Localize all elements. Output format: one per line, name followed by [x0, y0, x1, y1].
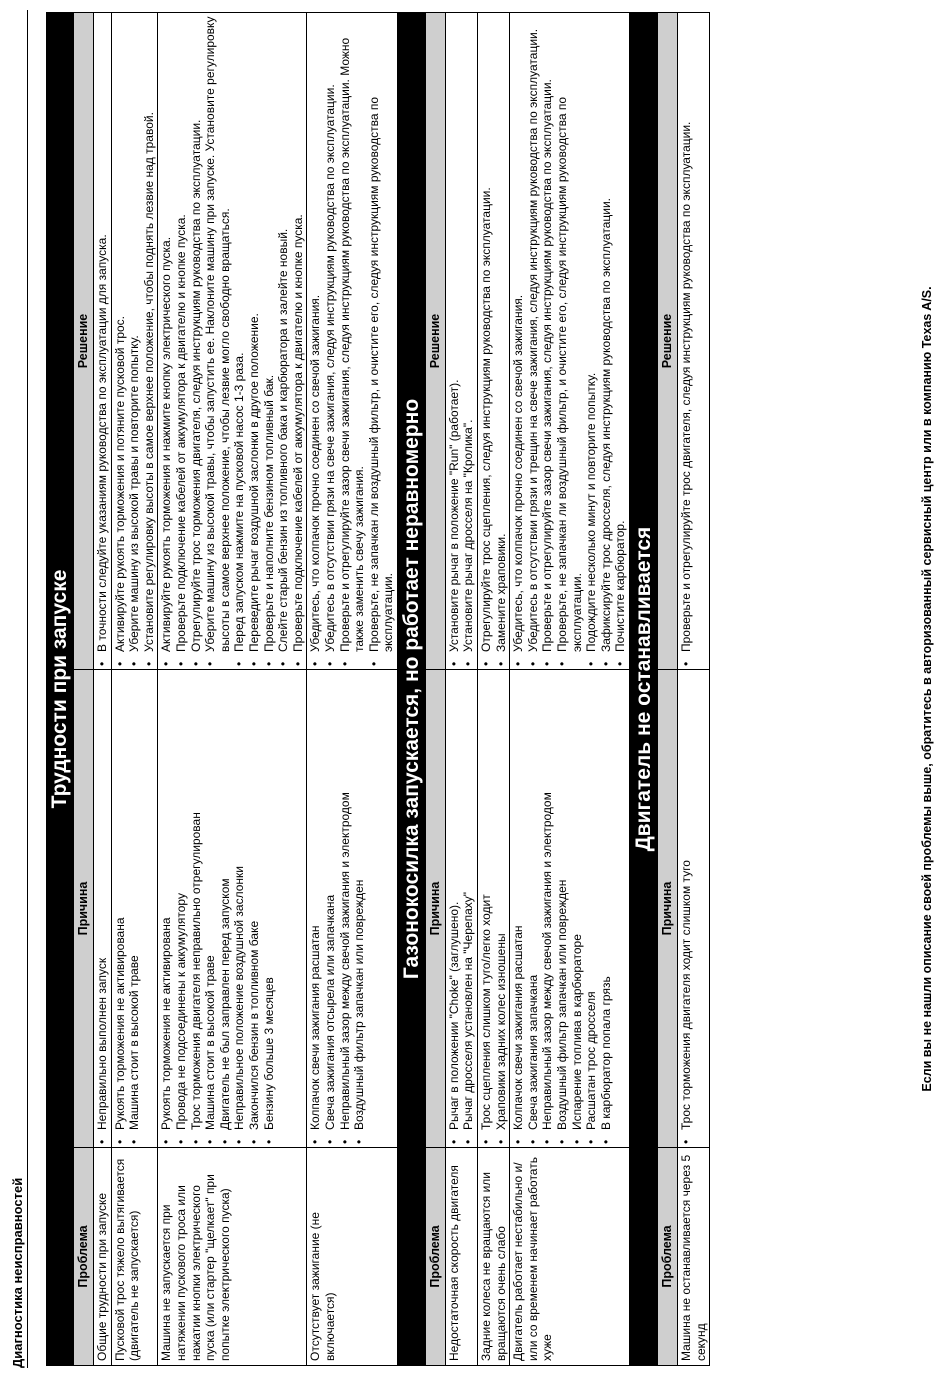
cause-group	[510, 670, 614, 1147]
bullet-icon: •	[127, 1139, 142, 1144]
cause-text: Рычаг в положении "Choke" (заглушено).	[446, 901, 461, 1130]
cause-text: В карбюратор попала грязь	[598, 976, 613, 1130]
bullet-icon: •	[598, 661, 613, 666]
cause-item	[189, 670, 204, 1147]
solution-cell	[510, 13, 630, 670]
cause-text: Воздушный фильтр запачкан или поврежден	[352, 879, 367, 1130]
solution-item	[203, 13, 232, 669]
cause-item	[570, 670, 585, 1147]
bullet-icon: •	[679, 1139, 693, 1144]
cause-text: Двигатель не был заправлен перед запуском	[217, 878, 232, 1130]
cause-text: Колпачок свечи зажигания расшатан	[511, 925, 526, 1130]
bullet-icon: •	[479, 661, 494, 666]
bullet-icon: •	[308, 661, 323, 666]
cause-item	[308, 670, 323, 1147]
header-rule	[27, 10, 28, 1368]
cause-text: Храповики задних колес изношены	[493, 933, 508, 1130]
cause-item	[203, 670, 218, 1147]
bullet-icon: •	[493, 1139, 508, 1144]
solution-text: Установите рычаг в положение "Run" (работает).	[446, 379, 461, 652]
solution-text: Перед запуском нажмите на пусковой насос 1-3 раза.	[232, 352, 247, 652]
problem-cell: Недостаточная скорость двигателя	[445, 1148, 477, 1366]
solution-group	[307, 13, 397, 669]
bullet-icon: •	[127, 661, 142, 666]
cause-cell	[678, 670, 710, 1148]
solution-item	[276, 13, 291, 669]
cause-text: Машина стоит в высокой траве	[203, 955, 218, 1130]
cause-item	[511, 670, 526, 1147]
solution-group	[158, 13, 306, 669]
bullet-icon: •	[232, 1139, 247, 1144]
problem-cell: Общие трудности при запуске	[94, 1148, 112, 1366]
header-row	[658, 13, 678, 1366]
solution-text: Убедитесь в отсутствии грязи и трещин на свече зажигания, следуя инструкциям руководства по эксплуатации.	[525, 28, 540, 652]
cause-item	[555, 670, 570, 1147]
cause-text: Машина стоит в высокой траве	[127, 955, 142, 1130]
trouble-table	[657, 12, 710, 1366]
solution-item	[599, 13, 614, 669]
section-title: Газонокосилка запускается, но работает неравномерно	[398, 12, 425, 1366]
cause-item	[599, 670, 614, 1147]
solution-item	[479, 13, 494, 669]
cause-item	[247, 670, 262, 1147]
cause-group	[307, 670, 367, 1147]
solution-item	[308, 13, 323, 669]
solution-item	[338, 13, 367, 669]
solution-group	[446, 13, 477, 669]
bullet-icon: •	[511, 1139, 526, 1144]
cause-text: Неправильное положение воздушной заслонки	[232, 866, 247, 1130]
cause-cell	[94, 670, 112, 1148]
solution-item	[679, 13, 694, 669]
cause-item	[540, 670, 555, 1147]
table-row	[445, 13, 477, 1366]
bullet-icon: •	[290, 661, 305, 666]
cause-item	[218, 670, 233, 1147]
solution-text: Уберите машину из высокой травы и повторите попытку.	[127, 335, 142, 652]
solution-text: Уберите машину из высокой травы, чтобы запустить ее. Наклоните машину при запуске. Установите регулировку высоты в самое верхнее положение, чтобы лезвие могло свободно вращаться.	[203, 16, 232, 652]
cause-item	[95, 670, 110, 1147]
cause-text: Трос сцепления слишком туго/легко ходит	[479, 894, 494, 1130]
bullet-icon: •	[188, 1139, 203, 1144]
solution-text: Установите рычаг дросселя на "Кролика".	[461, 419, 476, 652]
cause-group	[158, 670, 277, 1147]
solution-item	[291, 13, 306, 669]
header-row	[425, 13, 445, 1366]
cause-group	[94, 670, 111, 1147]
cause-item	[447, 670, 462, 1147]
bullet-icon: •	[337, 661, 352, 666]
solution-item	[247, 13, 262, 669]
cause-header: Причина	[74, 670, 94, 1148]
problem-cell: Отсутствует зажигание (не включается)	[307, 1148, 398, 1366]
solution-item	[613, 13, 628, 669]
bullet-icon: •	[613, 661, 628, 666]
cause-text: Расшатан трос дросселя	[584, 991, 599, 1130]
bullet-icon: •	[598, 1139, 613, 1144]
bullet-icon: •	[569, 1139, 584, 1144]
solution-group	[678, 13, 695, 669]
header-row	[74, 13, 94, 1366]
cause-text: Воздушный фильтр запачкан или поврежден	[555, 879, 570, 1130]
bullet-icon: •	[112, 1139, 127, 1144]
solution-text: Проверьте, не запачкан ли воздушный фильтр, и очистите его, следуя инструкциям руководства по эксплуатации.	[555, 96, 584, 652]
cause-item	[479, 670, 494, 1147]
solution-item	[174, 13, 189, 669]
bullet-icon: •	[584, 661, 599, 666]
bullet-icon: •	[159, 661, 174, 666]
solution-text: Установите регулировку высоты в самое верхнее положение, чтобы поднять лезвие над травой.	[141, 112, 156, 652]
cause-text: Неправильно выполнен запуск	[95, 957, 109, 1130]
solution-item	[262, 13, 277, 669]
problem-cell: Пусковой трос тяжело вытягивается (двигатель не запускается)	[111, 1148, 158, 1366]
problem-header: Проблема	[425, 1148, 445, 1366]
cause-item	[679, 670, 694, 1147]
solution-cell	[678, 13, 710, 670]
solution-text: Активируйте рукоять торможения и нажмите кнопку электрического пуска.	[159, 236, 174, 652]
cause-text: Бензину больше 3 месяцев	[261, 977, 276, 1130]
cause-item	[232, 670, 247, 1147]
solution-text: Зафиксируйте трос дросселя, следуя инструкциям руководства по эксплуатации.	[598, 198, 613, 652]
solution-text: Проверьте, не запачкан ли воздушный фильтр, и очистите его, следуя инструкциям руководства по эксплуатации.	[366, 96, 396, 652]
solution-header: Решение	[658, 13, 678, 670]
solution-item	[584, 13, 599, 669]
cause-item	[526, 670, 541, 1147]
solution-text: Проверьте подключение кабелей от аккумулятора к двигателю и кнопке пуска.	[290, 214, 305, 652]
bullet-icon: •	[322, 661, 337, 666]
solution-cell	[94, 13, 112, 670]
bullet-icon: •	[322, 1139, 337, 1144]
solution-header: Решение	[425, 13, 445, 670]
cause-item	[174, 670, 189, 1147]
bullet-icon: •	[493, 661, 508, 666]
bullet-icon: •	[540, 1139, 555, 1144]
solution-item	[113, 13, 128, 669]
cause-item	[113, 670, 128, 1147]
solution-text: Проверьте и отрегулируйте трос двигателя, следуя инструкциям руководства по эксплуатации.	[679, 121, 693, 652]
table-row	[510, 13, 630, 1366]
bullet-icon: •	[511, 661, 526, 666]
bullet-icon: •	[525, 1139, 540, 1144]
trouble-table	[425, 12, 630, 1366]
solution-group	[94, 13, 111, 669]
cause-cell	[445, 670, 477, 1148]
section-title: Двигатель не останавливается	[630, 12, 657, 1366]
cause-item	[262, 670, 277, 1147]
bullet-icon: •	[203, 1139, 218, 1144]
solution-text: Проверьте и наполните бензином топливный бак.	[261, 374, 276, 652]
cause-cell	[510, 670, 630, 1148]
bullet-icon: •	[461, 661, 476, 666]
solution-text: Активируйте рукоять торможения и потяните пусковой трос.	[112, 315, 127, 652]
cause-group	[678, 670, 695, 1147]
bullet-icon: •	[173, 661, 188, 666]
solution-group	[510, 13, 629, 669]
bullet-icon: •	[188, 661, 203, 666]
solution-text: Убедитесь, что колпачок прочно соединен со свечой зажигания.	[308, 294, 323, 652]
section-title: Трудности при запуске	[46, 12, 73, 1366]
bullet-icon: •	[112, 661, 127, 666]
bullet-icon: •	[555, 661, 570, 666]
solution-header: Решение	[74, 13, 94, 670]
solution-item	[127, 13, 142, 669]
footnote: Если вы не нашли описание своей проблемы выше, обратитесь в авторизованный сервисный центр или в компанию Texas A/S.	[920, 286, 934, 1092]
bullet-icon: •	[352, 1139, 367, 1144]
solution-group	[478, 13, 509, 669]
solution-item	[555, 13, 584, 669]
bullet-icon: •	[232, 661, 247, 666]
bullet-icon: •	[479, 1139, 494, 1144]
solution-item	[189, 13, 204, 669]
solution-item	[159, 13, 174, 669]
bullet-icon: •	[337, 1139, 352, 1144]
bullet-icon: •	[584, 1139, 599, 1144]
solution-text: Отрегулируйте трос сцепления, следуя инструкциям руководства по эксплуатации.	[479, 187, 494, 652]
cause-item	[584, 670, 599, 1147]
cause-text: Свеча зажигания запачкана	[525, 974, 540, 1130]
solution-item	[232, 13, 247, 669]
bullet-icon: •	[679, 661, 693, 666]
solution-text: В точности следуйте указаниям руководства по эксплуатации для запуска.	[95, 234, 109, 652]
cause-item	[461, 670, 476, 1147]
solution-item	[367, 13, 396, 669]
table-row	[307, 13, 398, 1366]
table-row	[111, 13, 158, 1366]
bullet-icon: •	[261, 661, 276, 666]
solution-text: Убедитесь, что колпачок прочно соединен со свечой зажигания.	[511, 294, 526, 652]
bullet-icon: •	[246, 661, 261, 666]
cause-text: Рукоять торможения не активирована	[112, 917, 127, 1130]
cause-group	[478, 670, 509, 1147]
cause-cell	[478, 670, 510, 1148]
cause-item	[159, 670, 174, 1147]
problem-cell: Машина не запускается при натяжении пускового троса или нажатии кнопки электрического пуска (или стартер "щелкает" при попытке электрического пуска)	[158, 1148, 307, 1366]
cause-text: Рукоять торможения не активирована	[159, 917, 174, 1130]
bullet-icon: •	[366, 661, 381, 666]
table-row	[478, 13, 510, 1366]
table-row	[158, 13, 307, 1366]
problem-cell: Задние колеса не вращаются или вращаются очень слабо	[478, 1148, 510, 1366]
solution-group	[112, 13, 158, 669]
solution-text: Почистите карбюратор.	[613, 520, 628, 652]
solution-cell	[445, 13, 477, 670]
solution-text: Переведите рычаг воздушной заслонки в другое положение.	[246, 313, 261, 652]
solution-item	[95, 13, 110, 669]
solution-text: Подождите несколько минут и повторите попытку.	[584, 372, 599, 652]
cause-text: Трос торможения двигателя неправильно отрегулирован	[188, 812, 203, 1130]
bullet-icon: •	[446, 1139, 461, 1144]
bullet-icon: •	[446, 661, 461, 666]
solution-item	[511, 13, 526, 669]
bullet-icon: •	[308, 1139, 323, 1144]
solution-item	[540, 13, 555, 669]
solution-cell	[478, 13, 510, 670]
solution-text: Убедитесь в отсутствии грязи на свече зажигания, следуя инструкциям руководства по эксплуатации.	[322, 84, 337, 652]
bullet-icon: •	[203, 661, 218, 666]
trouble-table	[73, 12, 398, 1366]
cause-cell	[158, 670, 307, 1148]
page-title: Диагностика неисправностей	[10, 1177, 25, 1368]
bullet-icon: •	[217, 1139, 232, 1144]
solution-text: Замените храповики.	[493, 533, 508, 652]
solution-item	[526, 13, 541, 669]
problem-cell: Двигатель работает нестабильно и/или со временем начинает работать хуже	[510, 1148, 630, 1366]
cause-item	[323, 670, 338, 1147]
cause-text: Провода не подсоединены к аккумулятору	[173, 893, 188, 1130]
bullet-icon: •	[159, 1139, 174, 1144]
bullet-icon: •	[95, 661, 109, 666]
bullet-icon: •	[173, 1139, 188, 1144]
bullet-icon: •	[555, 1139, 570, 1144]
cause-item	[127, 670, 142, 1147]
cause-text: Закончился бензин в топливном баке	[246, 920, 261, 1130]
table-row	[678, 13, 710, 1366]
cause-header: Причина	[425, 670, 445, 1148]
cause-text: Испарение топлива в карбюраторе	[569, 934, 584, 1130]
cause-item	[338, 670, 353, 1147]
solution-item	[494, 13, 509, 669]
problem-header: Проблема	[74, 1148, 94, 1366]
solution-cell	[111, 13, 158, 670]
problem-header: Проблема	[658, 1148, 678, 1366]
bullet-icon: •	[540, 661, 555, 666]
table-row	[94, 13, 112, 1366]
bullet-icon: •	[525, 661, 540, 666]
cause-group	[112, 670, 143, 1147]
cause-cell	[111, 670, 158, 1148]
problem-cell: Машина не останавливается через 5 секунд	[678, 1148, 710, 1366]
cause-text: Колпачок свечи зажигания расшатан	[308, 925, 323, 1130]
bullet-icon: •	[246, 1139, 261, 1144]
solution-cell	[307, 13, 398, 670]
troubleshooting-tables	[46, 12, 710, 1366]
cause-header: Причина	[658, 670, 678, 1148]
cause-group	[446, 670, 477, 1147]
solution-text: Проверьте и отрегулируйте зазор свечи зажигания, следуя инструкциям руководства по эксплуатации.	[540, 79, 555, 652]
cause-text: Неправильный зазор между свечой зажигания и электродом	[337, 792, 352, 1130]
solution-cell	[158, 13, 307, 670]
cause-text: Трос торможения двигателя ходит слишком туго	[679, 860, 693, 1130]
bullet-icon: •	[276, 661, 291, 666]
bullet-icon: •	[261, 1139, 276, 1144]
solution-item	[142, 13, 157, 669]
solution-text: Проверьте и отрегулируйте зазор свечи зажигания, следуя инструкциям руководства по эксплуатации. Можно также заменить свечу зажигания.	[337, 37, 367, 652]
cause-item	[494, 670, 509, 1147]
bullet-icon: •	[95, 1139, 109, 1144]
solution-item	[323, 13, 338, 669]
solution-text: Слейте старый бензин из топливного бака и карбюратора и залейте новый.	[276, 228, 291, 652]
bullet-icon: •	[461, 1139, 476, 1144]
cause-text: Рычаг дросселя установлен на "Черепаху"	[461, 891, 476, 1130]
solution-text: Проверьте подключение кабелей от аккумулятора к двигателю и кнопке пуска.	[173, 214, 188, 652]
cause-cell	[307, 670, 398, 1148]
solution-item	[447, 13, 462, 669]
solution-item	[461, 13, 476, 669]
bullet-icon: •	[141, 661, 156, 666]
cause-item	[352, 670, 367, 1147]
cause-text: Свеча зажигания отсырела или запачкана	[322, 894, 337, 1130]
solution-text: Отрегулируйте трос торможения двигателя, следуя инструкциям руководства по эксплуатации.	[188, 119, 203, 652]
cause-text: Неправильный зазор между свечой зажигания и электродом	[540, 792, 555, 1130]
